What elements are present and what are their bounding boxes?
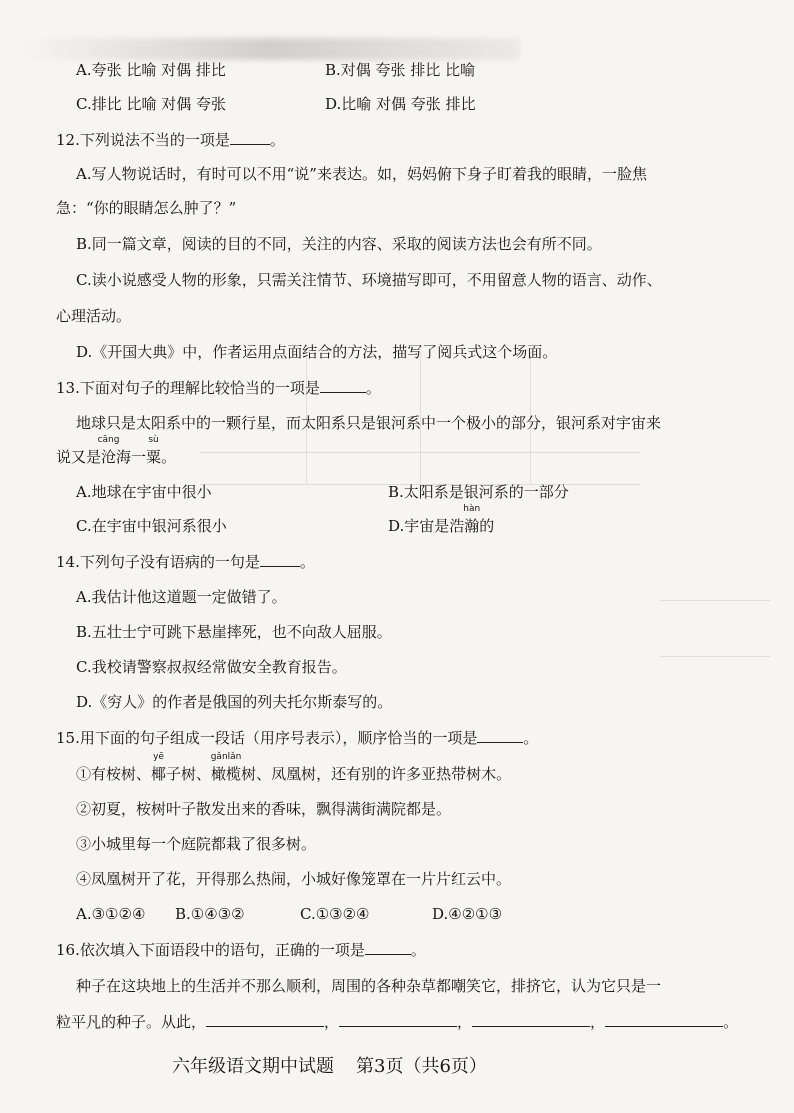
q16-passage-line2 xyxy=(56,1012,738,1032)
q16-punct: ， xyxy=(590,1013,606,1031)
q11-option-c: C.排比 比喻 对偶 夸张 xyxy=(76,95,227,113)
q13-stem-end: 。 xyxy=(365,379,381,397)
bleed-through-line xyxy=(660,600,770,601)
q12-stem xyxy=(56,130,285,150)
q14-stem-end: 。 xyxy=(299,553,315,571)
q15-ruby-ye xyxy=(151,752,167,784)
q16-fill-blank-3 xyxy=(472,1012,590,1027)
ruby-base: 椰 xyxy=(151,765,167,783)
q15-sentence-text: 子树、 xyxy=(166,765,212,783)
q15-stem-text: 15.用下面的句子组成一段话（用序号表示），顺序恰当的一项是 xyxy=(56,729,478,747)
q15-stem-end: 。 xyxy=(523,729,539,747)
q12-option-a-line1: A.写人物说话时，有时可以不用“说”来表达。如，妈妈俯下身子盯着我的眼睛，一脸焦 xyxy=(76,165,647,183)
q12-answer-blank xyxy=(230,130,270,145)
q15-ruby-ganlan xyxy=(210,752,242,784)
ruby-base: 粟 xyxy=(146,448,162,466)
q15-sentence-3: ③小城里每一个庭院都栽了很多树。 xyxy=(76,835,317,853)
q13-ruby-cang xyxy=(97,435,120,467)
page-number: 第3页（共6页） xyxy=(356,1056,487,1077)
pinyin-annotation: cāng xyxy=(97,435,120,445)
q14-option-b: B.五壮士宁可跳下悬崖摔死，也不向敌人屈服。 xyxy=(76,623,392,641)
q14-stem xyxy=(56,552,315,572)
q15-option-c: C.①③②④ xyxy=(300,905,370,923)
q13-passage-text: 。 xyxy=(161,448,177,466)
q12-option-c-line2: 心理活动。 xyxy=(56,307,132,325)
ruby-base: 沧 xyxy=(101,448,117,466)
q13-passage-text: 海一 xyxy=(116,448,147,466)
q14-option-c: C.我校请警察叔叔经常做安全教育报告。 xyxy=(76,658,347,676)
q16-fill-blank-4 xyxy=(605,1012,723,1027)
q13-option-d-text: D.宇宙是浩 xyxy=(388,517,465,535)
q16-passage-line1: 种子在这块地上的生活并不那么顺利，周围的各种杂草都嘲笑它，排挤它，认为它只是一 xyxy=(76,977,662,995)
q16-fill-blank-2 xyxy=(339,1012,457,1027)
q13-option-d-text: 的 xyxy=(479,517,495,535)
q13-passage-line2 xyxy=(56,435,177,467)
q13-answer-blank xyxy=(320,378,366,393)
scan-smudge xyxy=(20,38,520,60)
q13-passage-line1: 地球只是太阳系中的一颗行星，而太阳系只是银河系中一个极小的部分，银河系对宇宙来 xyxy=(76,414,662,432)
page-footer xyxy=(172,1055,487,1079)
q15-sentence-2: ②初夏，桉树叶子散发出来的香味，飘得满街满院都是。 xyxy=(76,800,452,818)
q13-option-c: C.在宇宙中银河系很小 xyxy=(76,517,227,535)
q15-sentence-4: ④凤凰树开了花，开得那么热闹，小城好像笼罩在一片片红云中。 xyxy=(76,870,512,888)
q15-sentence-text: ①有桉树、 xyxy=(76,765,152,783)
q15-sentence-text: 树、凤凰树，还有别的许多亚热带树木。 xyxy=(241,765,512,783)
q16-stem xyxy=(56,940,426,960)
ruby-base: 瀚 xyxy=(464,517,480,535)
pinyin-annotation: sù xyxy=(148,435,159,445)
bleed-through-line xyxy=(660,656,770,657)
q16-stem-end: 。 xyxy=(410,941,426,959)
q16-answer-blank xyxy=(365,940,411,955)
q14-option-d: D.《穷人》的作者是俄国的列夫托尔斯泰写的。 xyxy=(76,693,393,711)
q13-passage-text: 说又是 xyxy=(56,448,102,466)
q13-stem-text: 13.下面对句子的理解比较恰当的一项是 xyxy=(56,379,320,397)
q12-option-c-line1: C.读小说感受人物的形象，只需关注情节、环境描写即可，不用留意人物的语言、动作、 xyxy=(76,271,662,289)
q11-option-b: B.对偶 夸张 排比 比喻 xyxy=(325,61,476,79)
q11-option-a: A.夸张 比喻 对偶 排比 xyxy=(76,61,226,79)
q16-fill-blank-1 xyxy=(206,1012,324,1027)
pinyin-annotation: yē xyxy=(153,752,164,762)
q13-stem xyxy=(56,378,381,398)
q16-passage-text: 粒平凡的种子。从此， xyxy=(56,1013,207,1031)
pinyin-annotation: hàn xyxy=(463,504,481,514)
q16-punct: ， xyxy=(324,1013,340,1031)
q13-option-a: A.地球在宇宙中很小 xyxy=(76,483,212,501)
q15-stem xyxy=(56,728,538,748)
q15-option-a: A.③①②④ xyxy=(76,905,146,923)
q12-option-a-line2: 急：“你的眼睛怎么肿了？” xyxy=(56,199,237,217)
q15-sentence-1 xyxy=(76,752,512,784)
pinyin-annotation: gǎnlǎn xyxy=(210,752,242,762)
ruby-base: 橄榄 xyxy=(211,765,242,783)
q15-answer-blank xyxy=(477,728,523,743)
q14-answer-blank xyxy=(260,552,300,567)
q13-ruby-su xyxy=(146,435,162,467)
q11-option-d: D.比喻 对偶 夸张 排比 xyxy=(325,95,476,113)
q15-option-d: D.④②①③ xyxy=(432,905,503,923)
q12-stem-text: 12.下列说法不当的一项是 xyxy=(56,131,230,149)
q14-stem-text: 14.下列句子没有语病的一句是 xyxy=(56,553,260,571)
q13-ruby-han xyxy=(463,504,481,536)
q14-option-a: A.我估计他这道题一定做错了。 xyxy=(76,588,287,606)
q16-punct: 。 xyxy=(723,1013,739,1031)
q15-option-b: B.①④③② xyxy=(175,905,245,923)
q16-stem-text: 16.依次填入下面语段中的语句，正确的一项是 xyxy=(56,941,365,959)
q13-option-b: B.太阳系是银河系的一部分 xyxy=(388,483,569,501)
exam-title: 六年级语文期中试题 xyxy=(172,1056,334,1077)
q16-punct: ， xyxy=(457,1013,473,1031)
q12-option-d: D.《开国大典》中，作者运用点面结合的方法，描写了阅兵式这个场面。 xyxy=(76,343,558,361)
q13-option-d xyxy=(388,504,495,536)
q12-stem-end: 。 xyxy=(269,131,285,149)
q12-option-b: B.同一篇文章，阅读的目的不同，关注的内容、采取的阅读方法也会有所不同。 xyxy=(76,235,602,253)
